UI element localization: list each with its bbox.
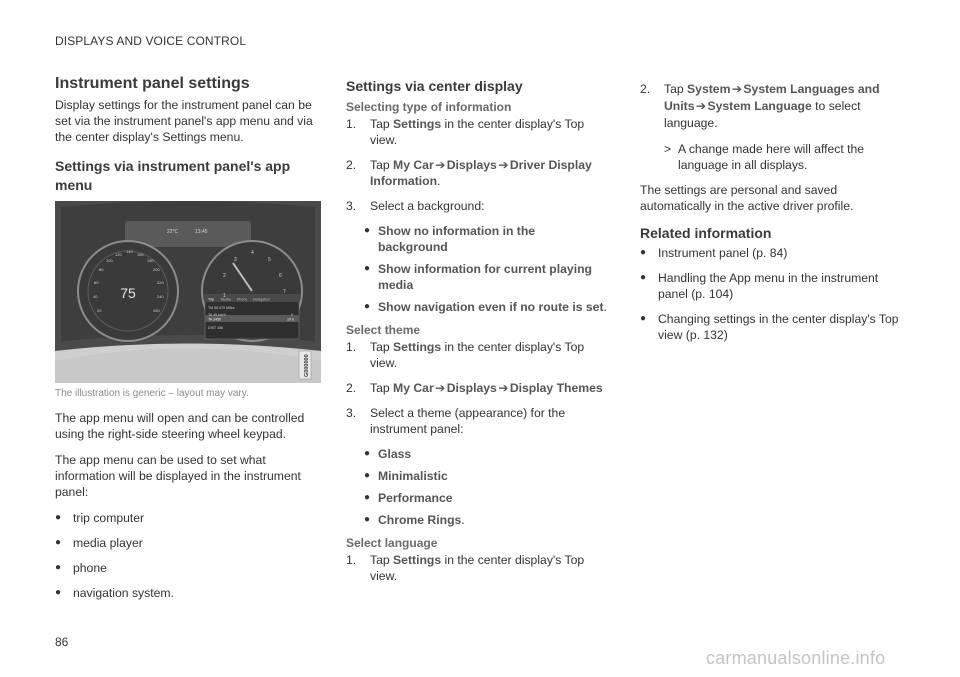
ui-term: Displays bbox=[446, 381, 497, 395]
section-title: Instrument panel settings bbox=[55, 75, 250, 92]
theme-item bbox=[346, 468, 608, 484]
column-left bbox=[55, 74, 317, 610]
speed-tick: 220 bbox=[157, 280, 164, 285]
app-value: 0 bbox=[291, 313, 293, 317]
subsection-title: Settings via center display bbox=[346, 78, 523, 94]
speed-tick: 260 bbox=[153, 308, 160, 313]
step bbox=[346, 116, 608, 148]
step bbox=[346, 339, 608, 371]
related-title: Related information bbox=[640, 225, 772, 241]
list-item bbox=[55, 535, 317, 551]
ui-term: System Language bbox=[707, 99, 812, 113]
option-text: Show information for current playing media bbox=[378, 262, 592, 292]
step bbox=[346, 552, 608, 584]
option-item bbox=[346, 223, 608, 255]
result-text: A change made here will affect the language in all displays. bbox=[678, 142, 865, 172]
bullet-glyph: ● bbox=[55, 587, 62, 598]
speed-tick: 120 bbox=[115, 252, 122, 257]
option-text: . bbox=[603, 300, 607, 314]
step bbox=[346, 380, 608, 396]
app-tab: Navigation bbox=[253, 297, 270, 302]
option-item bbox=[346, 261, 608, 293]
step bbox=[346, 405, 608, 437]
related-item bbox=[640, 270, 908, 302]
rpm-tick: 1 bbox=[223, 293, 226, 299]
step-text: Tap bbox=[370, 117, 394, 131]
bullet-glyph: ● bbox=[364, 301, 371, 312]
theme-item bbox=[346, 512, 608, 528]
step bbox=[640, 81, 908, 132]
step-number: 3. bbox=[346, 199, 357, 213]
step-text: to select language. bbox=[664, 99, 861, 130]
ui-term: System Languages and Units bbox=[664, 82, 880, 113]
bullet-glyph: ● bbox=[364, 448, 371, 459]
option-text: Show navigation even if no route is set bbox=[378, 300, 604, 314]
page-number: 86 bbox=[55, 635, 69, 649]
app-row: DIST 456 bbox=[208, 326, 224, 330]
speed-tick: 40 bbox=[93, 294, 98, 299]
option-item bbox=[346, 299, 608, 315]
related-item bbox=[640, 245, 908, 261]
speed-tick: 20 bbox=[97, 308, 102, 313]
step-text: Tap bbox=[370, 381, 394, 395]
paragraph-app-info: The app menu can be used to set what information will be displayed in the instrument panel: bbox=[55, 453, 301, 499]
step-text: Tap bbox=[370, 553, 394, 567]
ui-term: Settings bbox=[393, 553, 442, 567]
step-text: Select a theme (appearance) for the instrument panel: bbox=[370, 406, 566, 436]
temp-readout: 22°C bbox=[167, 229, 179, 235]
step-number: 1. bbox=[346, 117, 357, 131]
step-text: Tap bbox=[370, 158, 394, 172]
theme-text: . bbox=[461, 513, 465, 527]
related-item bbox=[640, 311, 908, 343]
bullet-glyph: ● bbox=[364, 263, 371, 274]
theme-text: Chrome Rings bbox=[378, 513, 462, 527]
arrow-right-icon: ➔ bbox=[435, 158, 446, 172]
app-tab: Media bbox=[221, 297, 231, 302]
rpm-tick: 3 bbox=[234, 257, 237, 263]
rpm-tick: 5 bbox=[268, 257, 271, 263]
minor-heading: Select theme bbox=[346, 323, 421, 337]
bullet-glyph: ● bbox=[364, 225, 371, 236]
clock-readout: 13:45 bbox=[195, 229, 208, 235]
running-header: DISPLAYS AND VOICE CONTROL bbox=[55, 34, 247, 48]
related-link[interactable]: Changing settings in the center display's Top view (p. 132) bbox=[658, 312, 899, 342]
step-number: 2. bbox=[640, 82, 651, 96]
list-item bbox=[55, 560, 317, 576]
theme-text: Glass bbox=[378, 447, 412, 461]
option-text: Show no information in the background bbox=[378, 224, 536, 254]
ui-term: Driver Display Information bbox=[370, 158, 592, 188]
paragraph-settings-saved: The settings are personal and saved automatically in the active driver profile. bbox=[640, 183, 854, 213]
ui-term: Displays bbox=[446, 158, 497, 172]
subsection-title: Settings via instrument panel's app menu bbox=[55, 158, 291, 193]
arrow-right-icon: ➔ bbox=[695, 99, 707, 113]
speed-tick: 160 bbox=[137, 252, 144, 257]
step-number: 1. bbox=[346, 553, 357, 567]
figure-code: G000000 bbox=[304, 354, 310, 377]
theme-text: Minimalistic bbox=[378, 469, 448, 483]
ui-term: My Car bbox=[393, 158, 434, 172]
watermark: carmanualsonline.info bbox=[706, 648, 886, 668]
theme-item bbox=[346, 446, 608, 462]
app-tab: Trip bbox=[208, 297, 215, 302]
step bbox=[346, 198, 608, 214]
step-text: Tap bbox=[370, 340, 394, 354]
step-text: . bbox=[437, 174, 441, 188]
rpm-tick: 4 bbox=[251, 250, 254, 256]
column-middle bbox=[346, 74, 608, 593]
rpm-tick: 6 bbox=[279, 273, 282, 279]
list-item-text: media player bbox=[73, 536, 143, 550]
list-item-text: phone bbox=[73, 561, 107, 575]
result-marker: > bbox=[664, 142, 672, 156]
app-row: TA 45 km/h bbox=[208, 313, 226, 317]
ui-term: Display Themes bbox=[509, 381, 603, 395]
step-number: 2. bbox=[346, 158, 357, 172]
step-text: Select a background: bbox=[370, 199, 485, 213]
column-right bbox=[640, 74, 908, 352]
list-item-text: trip computer bbox=[73, 511, 145, 525]
list-item bbox=[55, 585, 317, 601]
instrument-panel-drawing bbox=[55, 201, 321, 383]
minor-heading: Select language bbox=[346, 536, 438, 550]
paragraph-app-menu: The app menu will open and can be controlled using the right-side steering wheel keypad. bbox=[55, 411, 305, 441]
rpm-tick: 2 bbox=[223, 273, 226, 279]
step bbox=[346, 157, 608, 189]
related-link[interactable]: Instrument panel (p. 84) bbox=[658, 246, 788, 260]
app-tab: Phone bbox=[237, 297, 248, 302]
bullet-glyph: ● bbox=[364, 514, 371, 525]
list-item bbox=[55, 510, 317, 526]
list-item-text: navigation system. bbox=[73, 586, 174, 600]
speed-tick: 100 bbox=[106, 258, 113, 263]
bullet-glyph: ● bbox=[640, 272, 647, 283]
bullet-glyph: ● bbox=[55, 562, 62, 573]
app-row: TM 88 670 Miles bbox=[208, 306, 235, 310]
bullet-glyph: ● bbox=[640, 313, 647, 324]
ui-term: System bbox=[687, 82, 731, 96]
step-number: 1. bbox=[346, 340, 357, 354]
step-text: in the center display's Top view. bbox=[370, 117, 585, 147]
app-row: TA 3456 bbox=[208, 317, 222, 322]
step-text: in the center display's Top view. bbox=[370, 340, 585, 370]
speed-tick: 180 bbox=[147, 258, 154, 263]
ui-term: Settings bbox=[393, 340, 442, 354]
speed-tick: 60 bbox=[94, 280, 99, 285]
ui-term: Settings bbox=[393, 117, 442, 131]
step-number: 2. bbox=[346, 381, 357, 395]
bullet-glyph: ● bbox=[640, 247, 647, 258]
arrow-right-icon: ➔ bbox=[498, 381, 509, 395]
bullet-glyph: ● bbox=[364, 492, 371, 503]
related-link[interactable]: Handling the App menu in the instrument panel (p. 104) bbox=[658, 271, 879, 301]
step-number: 3. bbox=[346, 406, 357, 420]
figure-caption: The illustration is generic – layout may vary. bbox=[55, 388, 249, 399]
speed-tick: 140 bbox=[126, 249, 133, 254]
step-text: in the center display's Top view. bbox=[370, 553, 585, 583]
speed-readout: 75 bbox=[120, 285, 136, 301]
arrow-right-icon: ➔ bbox=[731, 82, 743, 96]
intro-paragraph: Display settings for the instrument panel can be set via the instrument panel's app menu and via the center display's Settings menu. bbox=[55, 98, 313, 144]
minor-heading: Selecting type of information bbox=[346, 100, 512, 114]
bullet-glyph: ● bbox=[55, 537, 62, 548]
arrow-right-icon: ➔ bbox=[498, 158, 509, 172]
theme-text: Performance bbox=[378, 491, 453, 505]
rpm-tick: 7 bbox=[283, 289, 286, 295]
speed-tick: 240 bbox=[157, 294, 164, 299]
speed-tick: 80 bbox=[99, 267, 104, 272]
step-text: Tap bbox=[664, 82, 688, 96]
step-result bbox=[640, 141, 908, 173]
theme-item bbox=[346, 490, 608, 506]
speed-tick: 200 bbox=[153, 267, 160, 272]
bullet-glyph: ● bbox=[364, 470, 371, 481]
ui-term: My Car bbox=[393, 381, 434, 395]
instrument-panel-illustration bbox=[55, 201, 321, 383]
bullet-glyph: ● bbox=[55, 512, 62, 523]
arrow-right-icon: ➔ bbox=[435, 381, 446, 395]
app-value: 10 h bbox=[287, 317, 294, 322]
